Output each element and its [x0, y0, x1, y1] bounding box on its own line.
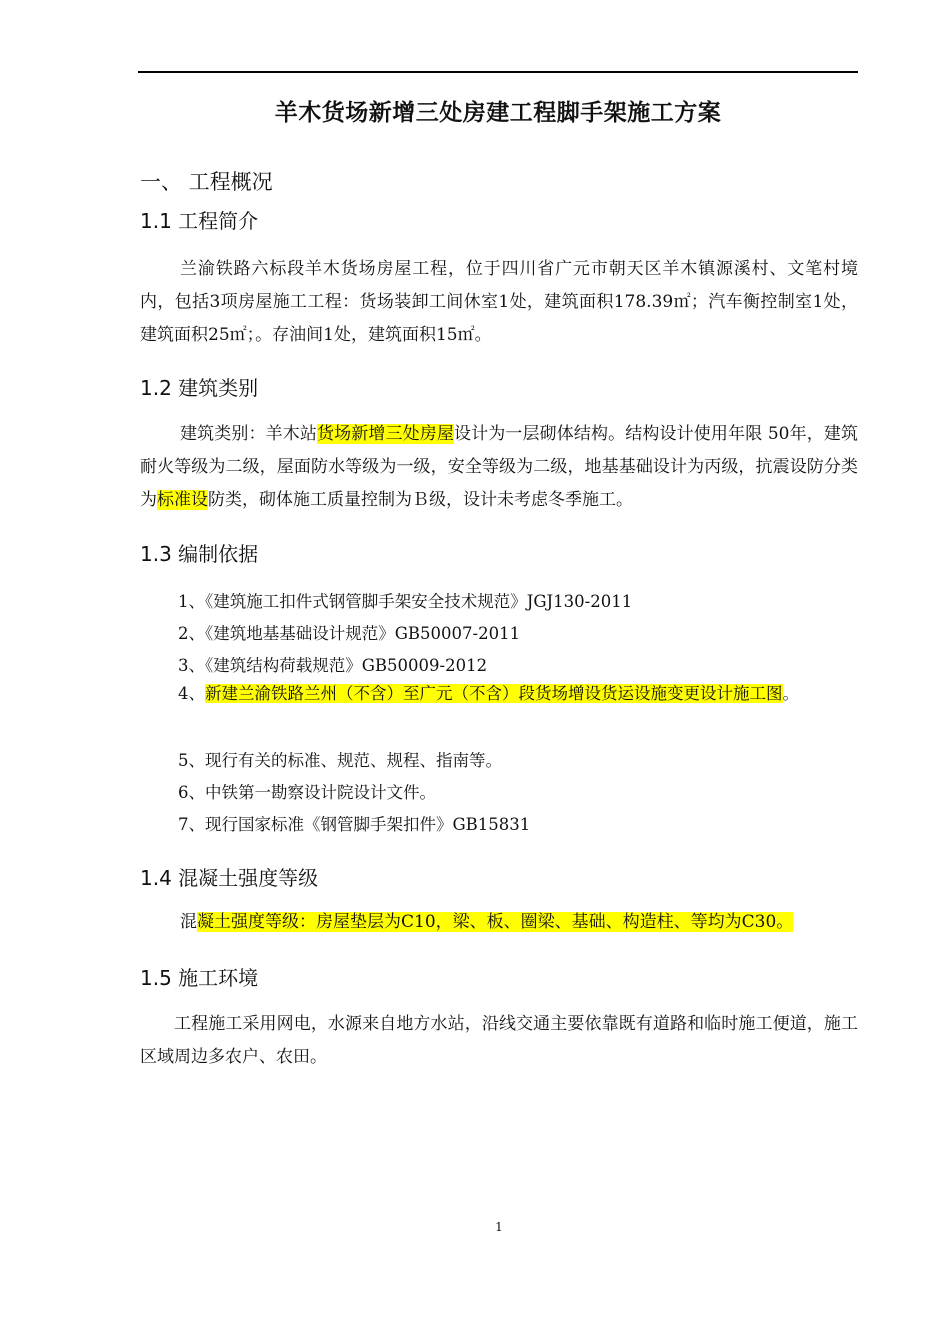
paragraph-building-category [140, 418, 858, 517]
basis-item-7: 7、现行国家标准《钢管脚手架扣件》GB15831 [178, 815, 531, 834]
highlighted-text: 新建兰渝铁路兰州（不含）至广元（不含）段货场增设货运设施变更设计施工图 [205, 684, 783, 703]
heading-1-4: 1.4 混凝土强度等级 [140, 866, 319, 890]
basis-item-2: 2、《建筑地基基础设计规范》GB50007-2011 [178, 624, 521, 643]
page-number: 1 [495, 1220, 503, 1234]
item-suffix: 。 [782, 684, 799, 703]
basis-item-3: 3、《建筑结构荷载规范》GB50009-2012 [178, 656, 488, 675]
heading-1-5: 1.5 施工环境 [140, 966, 259, 990]
text-segment: 防类，砌体施工质量控制为Ｂ级，设计未考虑冬季施工。 [208, 490, 633, 510]
basis-item-6: 6、中铁第一勘察设计院设计文件。 [178, 783, 436, 802]
text-segment: 设计为一层砌体结构。结构设计使用年限 50年，建筑耐火等级为二级，屋面防水等级为一级，安全等级为二级，地基基础设计为丙级，抗震设防分类为 [140, 424, 858, 510]
section-heading-overview: 一、 工程概况 [140, 170, 273, 194]
text-segment: 建筑类别：羊木站 [180, 424, 318, 444]
highlighted-text: 货场新增三处房屋 [317, 424, 455, 444]
basis-item-1: 1、《建筑施工扣件式钢管脚手架安全技术规范》JGJ130-2011 [178, 592, 633, 611]
document-title: 羊木货场新增三处房建工程脚手架施工方案 [274, 100, 722, 126]
highlighted-text: 凝土强度等级：房屋垫层为C10，梁、板、圈梁、基础、构造柱、等均为C30。 [197, 912, 794, 932]
text-segment: 混 [180, 912, 197, 932]
header-rule [138, 71, 858, 73]
paragraph-concrete-grade [140, 906, 858, 939]
item-prefix: 4、 [178, 684, 205, 703]
highlighted-text: 标准设 [157, 490, 208, 510]
basis-item-4 [140, 678, 858, 710]
basis-item-5: 5、现行有关的标准、规范、规程、指南等。 [178, 751, 502, 770]
paragraph-construction-environment: 工程施工采用网电，水源来自地方水站，沿线交通主要依靠既有道路和临时施工便道，施工区域周边多农户、农田。 [140, 1014, 858, 1067]
paragraph-project-intro: 兰渝铁路六标段羊木货场房屋工程，位于四川省广元市朝天区羊木镇源溪村、文笔村境内，包括3项房屋施工工程：货场装卸工间休室1处，建筑面积178.39㎡；汽车衡控制室1处，建筑面积25㎡；。存油间1处，建筑面积15㎡。 [140, 259, 858, 345]
heading-1-2: 1.2 建筑类别 [140, 376, 259, 400]
heading-1-1: 1.1 工程简介 [140, 209, 259, 233]
heading-1-3: 1.3 编制依据 [140, 542, 259, 566]
